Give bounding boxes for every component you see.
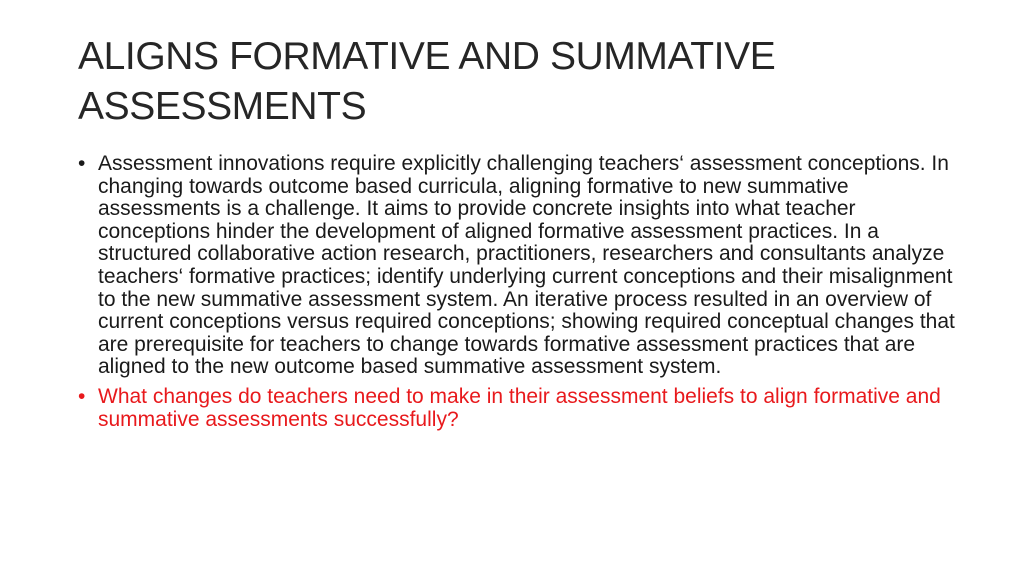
slide-title: ALIGNS FORMATIVE AND SUMMATIVE ASSESSMENTS [78, 35, 776, 128]
bullet-text: Assessment innovations require explicitly challenging teachers‘ assessment conceptions. In changing towards outcome based curricula, aligning formative to new summative assessments is a challenge. It aims to provide concrete insights into what teacher conceptions hinder the development of aligned formative assessment practices. In a structured collaborative action research, practitioners, researchers and consultants analyze teachers‘ formative practices; identify underlying current conceptions and their misalignment to the new summative assessment system. An iterative process resulted in an overview of current conceptions versus required conceptions; showing required conceptual changes that are prerequisite for teachers to change towards formative assessment practices that are aligned to the new outcome based summative assessment system. [98, 152, 955, 379]
bullet-item-description [78, 153, 958, 379]
bullet-marker: • [78, 152, 86, 175]
bullet-list [78, 153, 958, 438]
bullet-item-question [78, 386, 958, 431]
bullet-text: What changes do teachers need to make in their assessment beliefs to align formative and summative assessments successfully? [98, 384, 941, 431]
bullet-marker: • [78, 384, 86, 408]
